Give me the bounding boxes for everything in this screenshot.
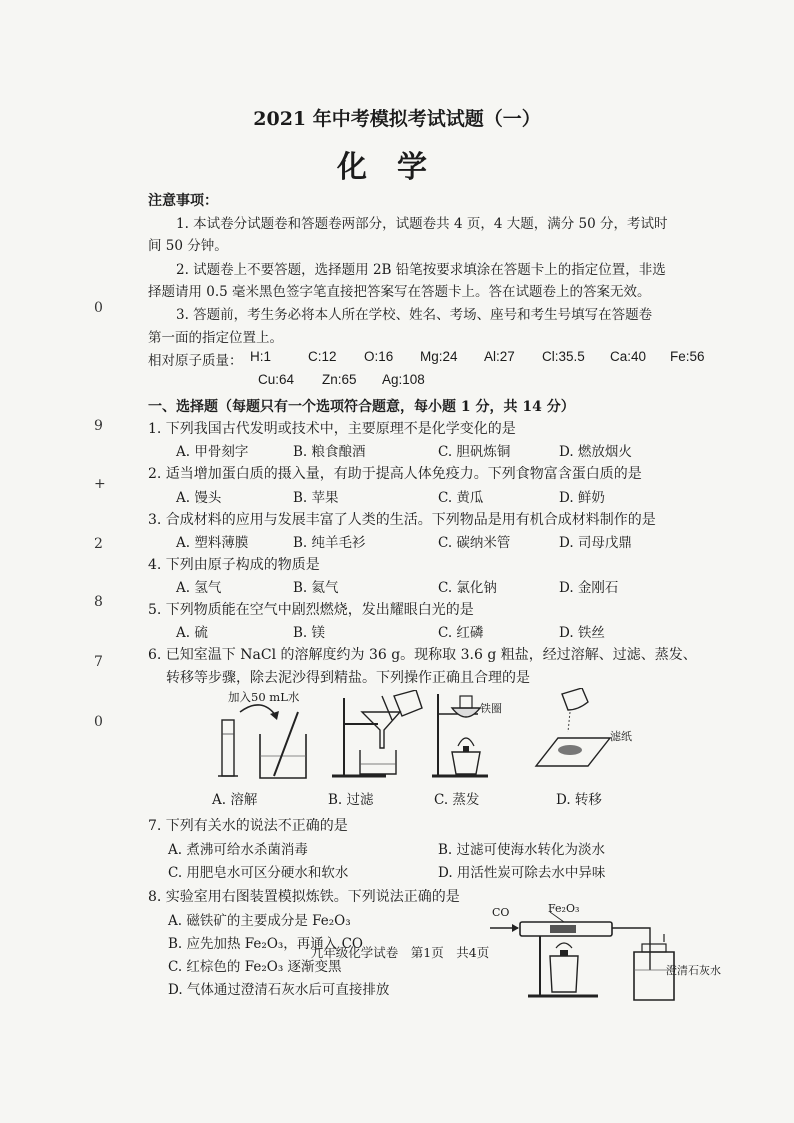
- question-stem: 6. 已知室温下 NaCl 的溶解度约为 36 g。现称取 3.6 g 粗盐，经过溶解、过滤、蒸发、: [148, 647, 697, 663]
- question-option: C. 胆矾炼铜: [438, 444, 511, 460]
- question-option: C. 氯化钠: [438, 580, 497, 596]
- notice-line: 1. 本试卷分试题卷和答题卷两部分，试题卷共 4 页，4 大题，满分 50 分，考试时: [176, 216, 668, 232]
- label-filter-paper: 滤纸: [610, 730, 632, 743]
- question-option: D. 气体通过澄清石灰水后可直接排放: [168, 982, 390, 998]
- question-option: C. 用肥皂水可区分硬水和软水: [168, 865, 349, 881]
- question-option: A. 煮沸可给水杀菌消毒: [168, 842, 308, 858]
- question-stem: 7. 下列有关水的说法不正确的是: [148, 818, 348, 834]
- margin-mark: 0: [94, 300, 103, 316]
- atomic-mass: Ag:108: [382, 372, 425, 387]
- atomic-mass: Al:27: [484, 349, 515, 364]
- evaporation-apparatus: [430, 690, 500, 782]
- subject-title: 化学: [337, 150, 457, 185]
- question-option: B. 过滤可使海水转化为淡水: [438, 842, 606, 858]
- question-option: B. 镁: [293, 625, 326, 641]
- notice-line: 间 50 分钟。: [148, 238, 228, 254]
- filter-apparatus: [326, 690, 426, 782]
- apparatus-caption: C. 蒸发: [434, 792, 480, 808]
- atomic-mass: Zn:65: [322, 372, 357, 387]
- atomic-mass: H:1: [250, 349, 272, 364]
- question-stem: 8. 实验室用右图装置模拟炼铁。下列说法正确的是: [148, 889, 460, 905]
- question-option: D. 金刚石: [559, 580, 619, 596]
- question-option: A. 甲骨刻字: [176, 444, 249, 460]
- atomic-mass: Ca:40: [610, 349, 647, 364]
- label-co: CO: [492, 906, 510, 919]
- margin-mark: 2: [94, 536, 103, 552]
- label-iron-ring: 铁圈: [480, 702, 502, 715]
- exam-title: 2021 年中考模拟考试试题（一）: [253, 108, 541, 130]
- question-stem: 2. 适当增加蛋白质的摄入量，有助于提高人体免疫力。下列食物富含蛋白质的是: [148, 466, 642, 482]
- atomic-mass: Fe:56: [670, 349, 705, 364]
- apparatus-caption: B. 过滤: [328, 792, 374, 808]
- question-option: B. 苹果: [293, 490, 339, 506]
- question-option: B. 粮食酿酒: [293, 444, 366, 460]
- question-option: D. 铁丝: [559, 625, 605, 641]
- section-heading: 一、选择题（每题只有一个选项符合题意，每小题 1 分，共 14 分）: [148, 399, 575, 415]
- question-option: C. 红棕色的 Fe₂O₃ 逐渐变黑: [168, 959, 342, 975]
- atomic-mass: Cu:64: [258, 372, 295, 387]
- question-option: D. 燃放烟火: [559, 444, 632, 460]
- atomic-mass: Cl:35.5: [542, 349, 585, 364]
- page-footer: 九年级化学试卷 第1页 共4页: [310, 945, 490, 960]
- question-option: B. 氦气: [293, 580, 339, 596]
- question-option: B. 纯羊毛衫: [293, 535, 366, 551]
- smelting-apparatus: [488, 912, 718, 1002]
- question-stem: 5. 下列物质能在空气中剧烈燃烧，发出耀眼白光的是: [148, 602, 474, 618]
- label-limewater: 澄清石灰水: [666, 964, 721, 977]
- question-stem: 4. 下列由原子构成的物质是: [148, 557, 320, 573]
- question-option: A. 氢气: [176, 580, 222, 596]
- notice-line: 择题请用 0.5 毫米黑色签字笔直接把答案写在答题卡上。答在试题卷上的答案无效。: [148, 284, 651, 300]
- question-option: D. 司母戊鼎: [559, 535, 632, 551]
- question-option: A. 塑料薄膜: [176, 535, 249, 551]
- margin-mark: 0: [94, 714, 103, 730]
- question-option: B. 应先加热 Fe₂O₃，再通入 CO: [168, 936, 363, 952]
- margin-mark: 7: [94, 654, 103, 670]
- notice-line: 2. 试题卷上不要答题，选择题用 2B 铅笔按要求填涂在答题卡上的指定位置，非选: [176, 262, 666, 278]
- atomic-mass-label: 相对原子质量：: [148, 353, 243, 369]
- margin-mark: +: [94, 476, 106, 492]
- atomic-mass: C:12: [308, 349, 337, 364]
- notice-heading: 注意事项：: [148, 193, 218, 209]
- question-option: A. 馒头: [176, 490, 222, 506]
- apparatus-caption: A. 溶解: [212, 792, 258, 808]
- margin-mark: 8: [94, 594, 103, 610]
- apparatus-caption: D. 转移: [556, 792, 602, 808]
- notice-line: 3. 答题前，考生务必将本人所在学校、姓名、考场、座号和考生号填写在答题卷: [176, 307, 653, 323]
- notice-line: 第一面的指定位置上。: [148, 330, 283, 346]
- atomic-mass: O:16: [364, 349, 394, 364]
- question-option: D. 鲜奶: [559, 490, 605, 506]
- question-stem: 转移等步骤，除去泥沙得到精盐。下列操作正确且合理的是: [166, 670, 530, 686]
- dissolve-apparatus: [210, 700, 320, 782]
- question-option: C. 红磷: [438, 625, 484, 641]
- question-stem: 3. 合成材料的应用与发展丰富了人类的生活。下列物品是用有机合成材料制作的是: [148, 512, 656, 528]
- question-option: D. 用活性炭可除去水中异味: [438, 865, 606, 881]
- label-water: 加入50 mL水: [228, 690, 300, 704]
- label-fe2o3: Fe₂O₃: [548, 902, 580, 915]
- transfer-apparatus: [530, 688, 620, 774]
- atomic-mass: Mg:24: [420, 349, 458, 364]
- question-option: C. 碳纳米管: [438, 535, 511, 551]
- question-option: A. 硫: [176, 625, 208, 641]
- question-option: A. 磁铁矿的主要成分是 Fe₂O₃: [168, 913, 351, 929]
- margin-mark: 9: [94, 418, 103, 434]
- question-stem: 1. 下列我国古代发明或技术中，主要原理不是化学变化的是: [148, 421, 516, 437]
- question-option: C. 黄瓜: [438, 490, 484, 506]
